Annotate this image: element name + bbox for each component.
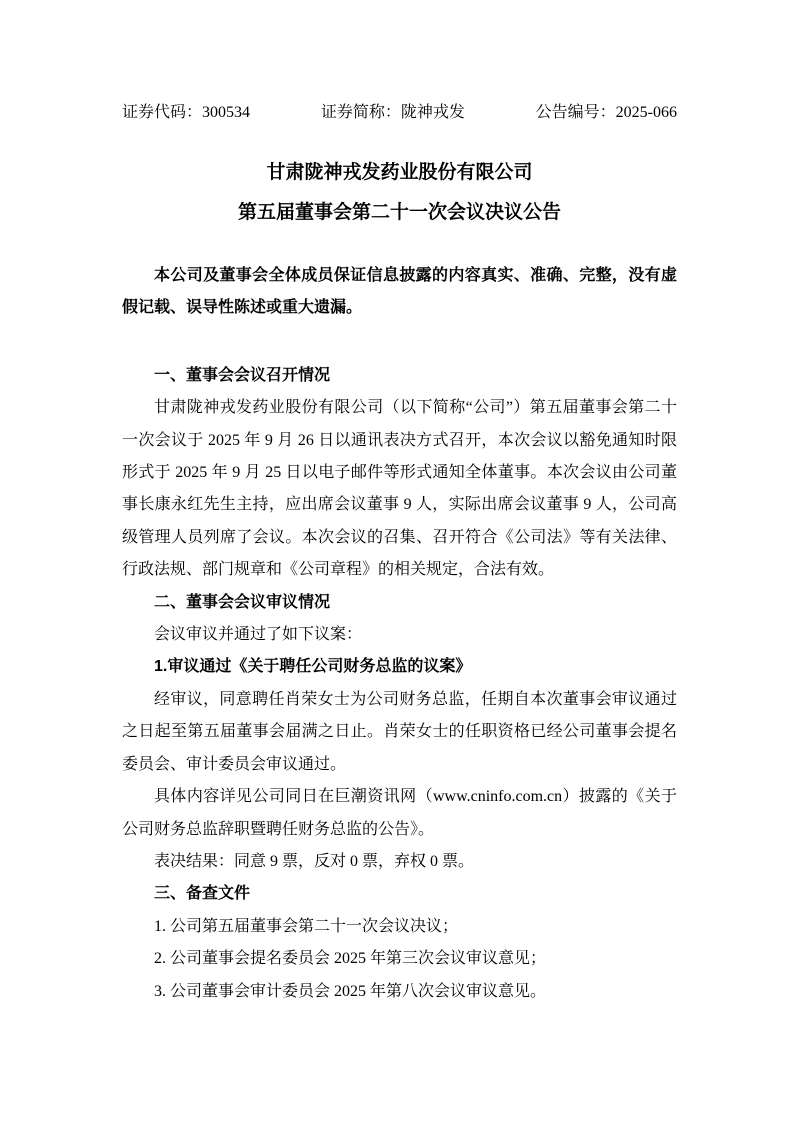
reference-document-item-3: 3. 公司董事会审计委员会 2025 年第八次会议审议意见。 xyxy=(154,982,547,1000)
company-name-title: 甘肃陇神戎发药业股份有限公司 xyxy=(266,162,533,183)
proposal-1-vote-result: 表决结果：同意 9 票，反对 0 票，弃权 0 票。 xyxy=(154,852,475,870)
disclosure-statement: 本公司及董事会全体成员保证信息披露的内容真实、准确、完整，没有虚假记载、误导性陈述或重大遗漏。 xyxy=(122,267,677,317)
announcement-title: 第五届董事会第二十一次会议决议公告 xyxy=(237,202,561,223)
reference-document-item-2: 2. 公司董事会提名委员会 2025 年第三次会议审议意见； xyxy=(154,950,547,968)
proposal-1-reference: 具体内容详见公司同日在巨潮资讯网（www.cninfo.com.cn）披露的《关于公司财务总监辞职暨聘任财务总监的公告》。 xyxy=(122,788,677,838)
section-2-intro: 会议审议并通过了如下议案： xyxy=(154,626,363,644)
proposal-1-heading: 1.审议通过《关于聘任公司财务总监的议案》 xyxy=(154,658,472,676)
section-3-heading: 三、备查文件 xyxy=(154,885,251,903)
section-1-heading: 一、董事会会议召开情况 xyxy=(154,366,331,384)
announcement-meta-row xyxy=(122,103,677,122)
reference-document-item-1: 1. 公司第五届董事会第二十一次会议决议； xyxy=(154,917,459,935)
proposal-1-detail: 经审议，同意聘任肖荣女士为公司财务总监，任期自本次董事会审议通过之日起至第五届董事会届满之日止。肖荣女士的任职资格已经公司董事会提名委员会、审计委员会审议通过。 xyxy=(122,690,677,773)
section-1-paragraph: 甘肃陇神戎发药业股份有限公司（以下简称“公司”）第五届董事会第二十一次会议于 2025 年 9 月 26 日以通讯表决方式召开，本次会议以豁免通知时限形式于 2025 年 9 月 25 日以电子邮件等形式通知全体董事。本次会议由公司董事长康永红先生主持，应出席会议董事 9 人，实际出席会议董事 9 人，公司高级管理人员列席了会议。本次会议的召集、召开符合《公司法》等有关法律、行政法规、部门规章和《公司章程》的相关规定，合法有效。 xyxy=(122,399,677,579)
stock-abbreviation-label: 证券简称：陇神戎发 xyxy=(320,104,465,121)
announcement-number-label: 公告编号：2025-066 xyxy=(535,104,677,121)
section-2-heading: 二、董事会会议审议情况 xyxy=(154,593,331,611)
stock-code-label: 证券代码：300534 xyxy=(122,104,251,121)
